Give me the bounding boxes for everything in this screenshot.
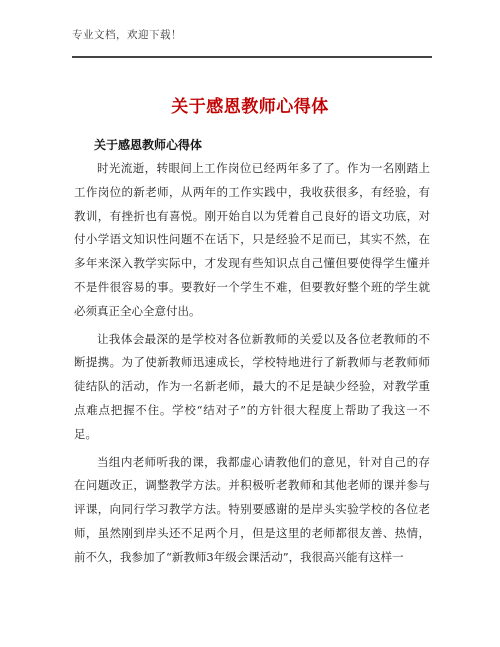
paragraph-1: 时光流逝，转眼间上工作岗位已经两年多了了。作为一名刚踏上工作岗位的新老师，从两年的工作实践中，我收获很多，有经验，有教训，有挫折也有喜悦。刚开始自以为凭着自己良好的语文功底，对付小学语文知识性问题不在话下，只是经验不足而已，其实不然，在多年来深入教学实际中，才发现有些知识点自己懂但要使得学生懂并不是件很容易的事。要教好一个学生不难，但要教好整个班的学生就必须真正全心全意付出。 — [74, 161, 430, 318]
paragraph-2: 让我体会最深的是学校对各位新教师的关爱以及各位老教师的不断提携。为了使新教师迅速成长，学校特地进行了新教师与老教师师徒结队的活动，作为一名新老师，最大的不足是缺少经验，对教学重点难点把握不住。学校“结对子”的方针很大程度上帮助了我这一不足。 — [74, 331, 430, 441]
document-body — [74, 157, 430, 574]
document-title: 关于感恩教师心得体 — [171, 97, 329, 117]
header-divider — [72, 56, 432, 58]
section-subtitle: 关于感恩教师心得体 — [94, 138, 203, 152]
page-header-text: 专业文档，欢迎下载！ — [72, 29, 182, 41]
paragraph-3: 当组内老师听我的课，我都虚心请教他们的意见，针对自己的存在问题改正，调整教学方法。并积极听老教师和其他老师的课并参与评课，向同行学习教学方法。特别要感谢的是岸头实验学校的各位老师，虽然刚到岸头还不足两个月，但是这里的老师都很友善、热情，前不久，我参加了“新教师3年级会课活动”，我很高兴能有这样一 — [74, 454, 430, 564]
